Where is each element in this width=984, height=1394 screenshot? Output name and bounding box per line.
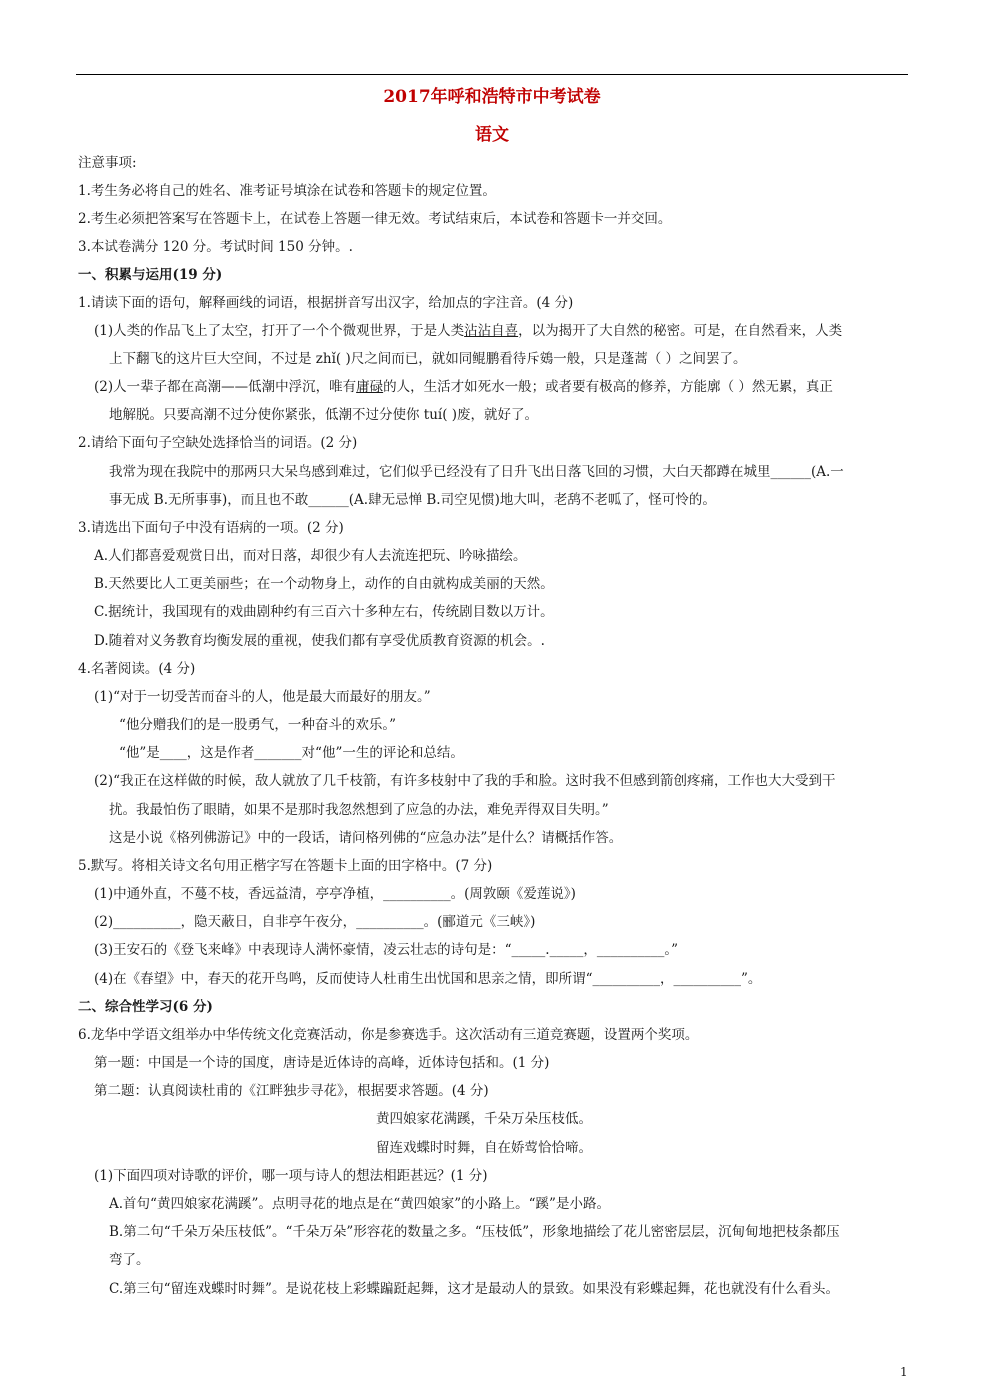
question-text: 3.请选出下面句子中没有语病的一项。(2 分) bbox=[78, 520, 344, 536]
notice-item: 2.考生必须把答案写在答题卡上，在试卷上答题一律无效。考试结束后，本试卷和答题卡一并交回。 bbox=[78, 211, 672, 227]
question-text: 6.龙华中学语文组举办中华传统文化竞赛活动，你是参赛选手。这次活动有三道竞赛题，设置两个奖项。 bbox=[78, 1027, 699, 1043]
exam-subject: 语文 bbox=[475, 125, 509, 145]
question-text: 4.名著阅读。(4 分) bbox=[78, 661, 196, 677]
notice-item: 3.本试卷满分 120 分。考试时间 150 分钟。. bbox=[78, 239, 353, 255]
text-segment: (2)人一辈子都在高潮——低潮中浮沉，唯有 bbox=[94, 379, 357, 395]
question-text: 1.请读下面的语句，解释画线的词语，根据拼音写出汉字，给加点的字注音。(4 分) bbox=[78, 295, 574, 311]
question-text: (3)王安石的《登飞来峰》中表现诗人满怀豪情，凌云壮志的诗句是：“_____._____，__________。” bbox=[94, 942, 678, 958]
question-text: (2)__________，隐天蔽日，自非亭午夜分，__________。(郦道元《三峡》) bbox=[94, 914, 536, 930]
question-text: 第二题：认真阅读杜甫的《江畔独步寻花》，根据要求答题。(4 分) bbox=[94, 1083, 489, 1099]
option-text: B.天然要比人工更美丽些；在一个动物身上，动作的自由就构成美丽的天然。 bbox=[94, 576, 554, 592]
question-text: 5.默写。将相关诗文名句用正楷字写在答题卡上面的田字格中。(7 分) bbox=[78, 858, 493, 874]
question-text: (1)中通外直，不蔓不枝，香远益清，亭亭净植，__________。(周敦颐《爱莲说》) bbox=[94, 886, 576, 902]
option-text: 弯了。 bbox=[109, 1252, 150, 1268]
question-text: 2.请给下面句子空缺处选择恰当的词语。(2 分) bbox=[78, 435, 358, 451]
poem-line: 留连戏蝶时时舞，自在娇莺恰恰啼。 bbox=[376, 1140, 592, 1156]
question-text: 我常为现在我院中的那两只大呆鸟感到难过，它们似乎已经没有了日升飞出日落飞回的习惯，大白天都蹲在城里______(A.一 bbox=[109, 464, 844, 480]
exam-title: 2017年呼和浩特市中考试卷 bbox=[383, 87, 601, 107]
option-text: B.第二句“千朵万朵压枝低”。“千朵万朵”形容花的数量之多。“压枝低”，形象地描绘了花儿密密层层，沉甸甸地把枝条都压 bbox=[109, 1224, 840, 1240]
option-text: C.据统计，我国现有的戏曲剧种约有三百六十多种左右，传统剧目数以万计。 bbox=[94, 604, 554, 620]
question-text: 事无成 B.无所事事)，而且也不敢______(A.肆无忌惮 B.司空见惯)地大叫，老鸹不老呱了，怪可怜的。 bbox=[109, 492, 716, 508]
header-rule bbox=[76, 74, 908, 75]
question-text: (4)在《春望》中，春天的花开鸟鸣，反而使诗人杜甫生出忧国和思亲之情，即所谓“__________，__________”。 bbox=[94, 971, 762, 987]
section-heading: 二、综合性学习(6 分) bbox=[78, 999, 213, 1015]
question-text: 地解脱。只要高潮不过分使你紧张，低潮不过分使你 tuí( )废，就好了。 bbox=[109, 407, 539, 423]
underlined-word: 沾沾自喜 bbox=[464, 323, 519, 339]
question-text: 上下翻飞的这片巨大空间，不过是 zhǐ( )尺之间而已，就如同鲲鹏看待斥鴳一般，只是蓬蒿（ ）之间罢了。 bbox=[109, 351, 747, 367]
question-text: (2)“我正在这样做的时候，敌人就放了几千枝箭，有许多枝射中了我的手和脸。这时我不但感到箭创疼痛，工作也大大受到干 bbox=[94, 773, 836, 789]
question-text bbox=[94, 322, 842, 340]
question-text: (1)下面四项对诗歌的评价，哪一项与诗人的想法相距甚远？(1 分) bbox=[94, 1168, 488, 1184]
text-segment: ，以为揭开了大自然的秘密。可是，在自然看来，人类 bbox=[518, 323, 843, 339]
option-text: D.随着对义务教育均衡发展的重视，使我们都有享受优质教育资源的机会。. bbox=[94, 633, 545, 649]
option-text: C.第三句“留连戏蝶时时舞”。是说花枝上彩蝶蹁跹起舞，这才是最动人的景致。如果没有彩蝶起舞，花也就没有什么看头。 bbox=[109, 1281, 839, 1297]
page-number: 1 bbox=[900, 1365, 908, 1379]
notice-item: 1.考生务必将自己的姓名、准考证号填涂在试卷和答题卡的规定位置。 bbox=[78, 183, 496, 199]
question-text: “他分赠我们的是一股勇气，一种奋斗的欢乐。” bbox=[119, 717, 397, 733]
question-text: 第一题：中国是一个诗的国度，唐诗是近体诗的高峰，近体诗包括和。(1 分) bbox=[94, 1055, 550, 1071]
text-segment: 的人，生活才如死水一般；或者要有极高的修养，方能廓（ ）然无累，真正 bbox=[383, 379, 833, 395]
option-text: A.首句“黄四娘家花满蹊”。点明寻花的地点是在“黄四娘家”的小路上。“蹊”是小路。 bbox=[109, 1196, 610, 1212]
underlined-word: 庸碌 bbox=[356, 379, 384, 395]
question-text: 扰。我最怕伤了眼睛，如果不是那时我忽然想到了应急的办法，难免弄得双目失明。” bbox=[109, 802, 609, 818]
section-heading: 一、积累与运用(19 分) bbox=[78, 267, 223, 283]
option-text: A.人们都喜爱观赏日出，而对日落，却很少有人去流连把玩、吟咏描绘。 bbox=[94, 548, 527, 564]
poem-line: 黄四娘家花满蹊，千朵万朵压枝低。 bbox=[376, 1111, 592, 1127]
question-text bbox=[94, 378, 833, 396]
notice-heading: 注意事项: bbox=[78, 155, 137, 171]
text-segment: (1)人类的作品飞上了太空，打开了一个个微观世界，于是人类 bbox=[94, 323, 465, 339]
question-text: 这是小说《格列佛游记》中的一段话，请问格列佛的“应急办法”是什么？请概括作答。 bbox=[109, 830, 623, 846]
question-text: “他”是____，这是作者_______对“他”一生的评论和总结。 bbox=[119, 745, 464, 761]
question-text: (1)“对于一切受苦而奋斗的人，他是最大而最好的朋友。” bbox=[94, 689, 431, 705]
